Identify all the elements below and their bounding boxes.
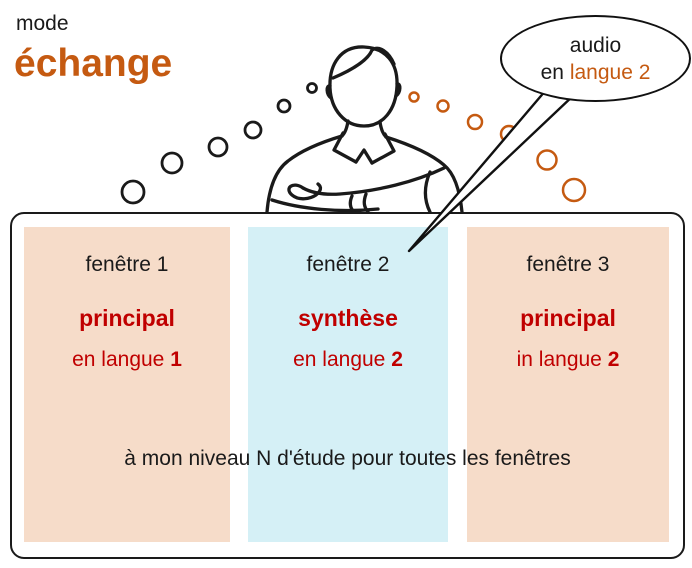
exchange-mode-title: échange <box>14 42 173 85</box>
window-role: principal <box>520 305 616 331</box>
window-role: principal <box>79 305 175 331</box>
thought-trail-left-icon <box>122 84 317 204</box>
window-name: fenêtre 3 <box>526 253 610 276</box>
bubble-line-2 <box>541 59 651 86</box>
window-fenetre-1 <box>24 227 230 542</box>
person-icon <box>267 47 462 212</box>
window-name: fenêtre 2 <box>306 253 390 276</box>
speech-bubble <box>500 15 691 102</box>
window-language <box>248 348 448 372</box>
language-prefix: in langue <box>516 348 608 371</box>
window-fenetre-2 <box>248 227 448 542</box>
bubble-line-2-prefix: en <box>540 60 570 84</box>
window-language <box>467 348 669 372</box>
window-role: synthèse <box>298 305 398 331</box>
language-number: 1 <box>170 348 182 371</box>
thought-trail-right-icon <box>410 93 586 202</box>
bubble-line-2-highlight: langue 2 <box>569 60 651 84</box>
window-fenetre-3 <box>467 227 669 542</box>
window-name: fenêtre 1 <box>85 253 169 276</box>
language-number: 2 <box>607 348 620 371</box>
windows-panel <box>10 212 685 559</box>
bubble-line-1: audio <box>569 33 622 57</box>
language-number: 2 <box>391 348 403 371</box>
language-prefix: en langue <box>72 348 171 371</box>
footer-note: à mon niveau N d'étude pour toutes les fenêtres <box>124 447 571 470</box>
language-prefix: en langue <box>293 348 392 371</box>
window-language <box>24 348 230 372</box>
mode-label: mode <box>16 12 69 35</box>
